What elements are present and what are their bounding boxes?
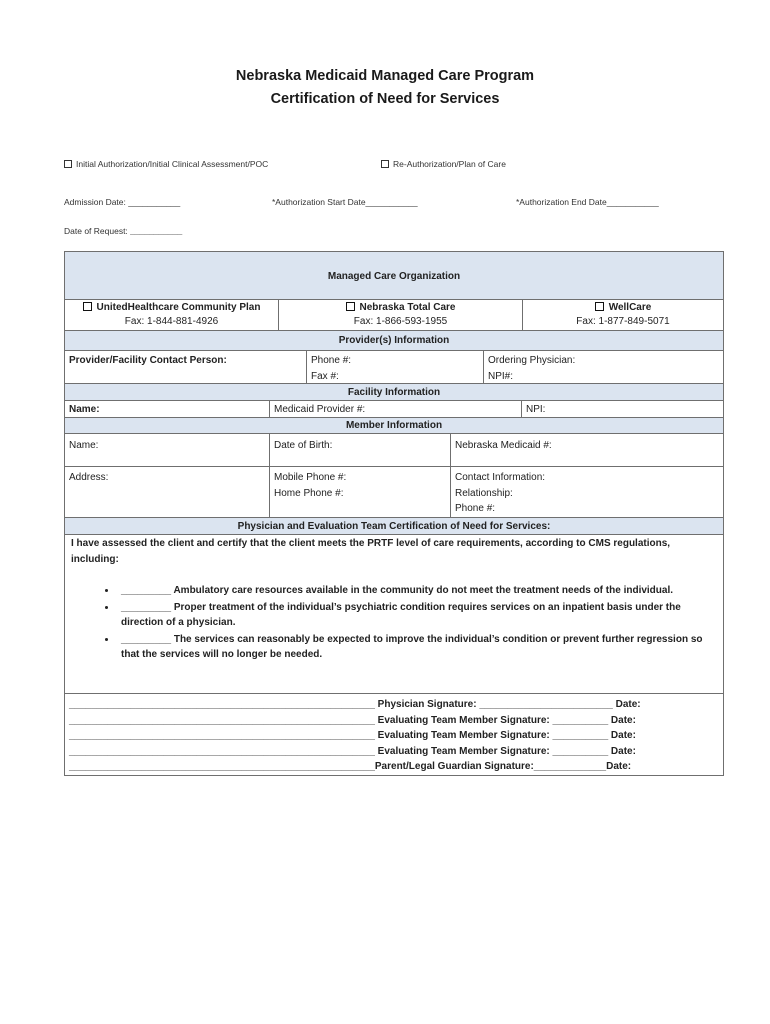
guardian-signature-line[interactable]: _______________________________________________________Parent/Legal Guardian Signature:_____________Date: [69,761,632,772]
member-contact-info-label: Contact Information: [455,472,546,483]
member-phone-field[interactable] [269,466,451,518]
provider-phone-fax-field[interactable] [306,350,484,384]
authorization-end-date-field[interactable]: *Authorization End Date___________ [516,197,659,207]
mco-option-nebraska-total-care[interactable] [278,299,523,331]
facility-medicaid-provider-field[interactable]: Medicaid Provider #: [269,400,522,418]
member-mobile-phone-label: Mobile Phone #: [274,472,347,483]
member-information-header: Member Information [64,417,724,434]
checkbox-icon[interactable] [381,160,389,168]
member-address-field[interactable]: Address: [64,466,270,518]
member-relationship-label: Relationship: [455,487,513,499]
checkbox-icon[interactable] [346,302,355,311]
checkbox-icon[interactable] [595,302,604,311]
provider-fax-label: Fax #: [311,370,339,382]
signature-block [64,693,724,776]
option-initial-authorization[interactable] [64,159,268,169]
provider-phone-label: Phone #: [311,355,352,366]
admission-date-field[interactable]: Admission Date: ___________ [64,197,181,207]
date-of-request-blank[interactable]: ___________ [130,226,183,236]
mco-plan-name: WellCare [608,302,652,313]
certification-intro: I have assessed the client and certify that the client meets the PRTF level of care requirements, according to CMS regulations, including: [71,538,671,565]
mco-plan-name: Nebraska Total Care [359,302,456,313]
option-reauthorization[interactable] [381,159,506,169]
checkbox-icon[interactable] [83,302,92,311]
mco-plan-name: UnitedHealthcare Community Plan [96,302,261,313]
form-subtitle: Certification of Need for Services [270,91,500,107]
authorization-start-date-field[interactable]: *Authorization Start Date___________ [272,197,418,207]
member-home-phone-label: Home Phone #: [274,487,344,499]
mco-plan-fax: Fax: 1-877-849-5071 [576,316,670,327]
ordering-physician-field[interactable] [483,350,724,384]
mco-header: Managed Care Organization [64,251,724,300]
team-member-signature-line[interactable]: _______________________________________________________ Evaluating Team Member Signature: __________ Date: [69,730,636,741]
ordering-physician-label: Ordering Physician: [488,355,576,366]
facility-information-header: Facility Information [64,383,724,401]
member-contact-phone-label: Phone #: [455,503,496,514]
member-dob-field[interactable]: Date of Birth: [269,433,451,467]
physician-signature-line[interactable]: _______________________________________________________ Physician Signature: ________________________ Date: [69,699,641,710]
certification-header: Physician and Evaluation Team Certification of Need for Services: [64,517,724,535]
criterion-item[interactable]: • _________ Proper treatment of the individual’s psychiatric condition requires services on an inpatient basis under the direction of a physician. [117,600,717,631]
form-title: Nebraska Medicaid Managed Care Program [235,68,535,84]
certification-statement [64,534,724,694]
option-reauth-label: Re-Authorization/Plan of Care [393,159,506,169]
provider-information-header: Provider(s) Information [64,330,724,351]
checkbox-icon[interactable] [64,160,72,168]
team-member-signature-line[interactable]: _______________________________________________________ Evaluating Team Member Signature: __________ Date: [69,714,636,726]
facility-npi-field[interactable]: NPI: [521,400,724,418]
facility-name-field[interactable]: Name: [64,400,270,418]
date-of-request-label: Date of Request: [64,226,128,236]
certification-criteria-list [71,583,717,663]
ordering-physician-npi-label: NPI#: [488,370,514,382]
mco-option-unitedhealthcare[interactable] [64,299,279,331]
member-contact-info-field[interactable] [450,466,724,518]
mco-plan-fax: Fax: 1-866-593-1955 [353,316,448,327]
mco-plan-fax: Fax: 1-844-881-4926 [124,316,219,327]
criterion-item[interactable]: • _________ Ambulatory care resources available in the community do not meet the treatment needs of the individual. [117,583,717,599]
date-of-request-field[interactable] [64,226,182,236]
provider-contact-person-field[interactable]: Provider/Facility Contact Person: [64,350,307,384]
team-member-signature-line[interactable]: _______________________________________________________ Evaluating Team Member Signature: __________ Date: [69,745,636,757]
option-initial-label: Initial Authorization/Initial Clinical Assessment/POC [76,159,269,169]
criterion-item[interactable]: • _________ The services can reasonably be expected to improve the individual’s condition or prevent further regression so that the services will no longer be needed. [117,632,717,663]
member-name-field[interactable]: Name: [64,433,270,467]
mco-option-wellcare[interactable] [522,299,724,331]
member-medicaid-number-field[interactable]: Nebraska Medicaid #: [450,433,724,467]
